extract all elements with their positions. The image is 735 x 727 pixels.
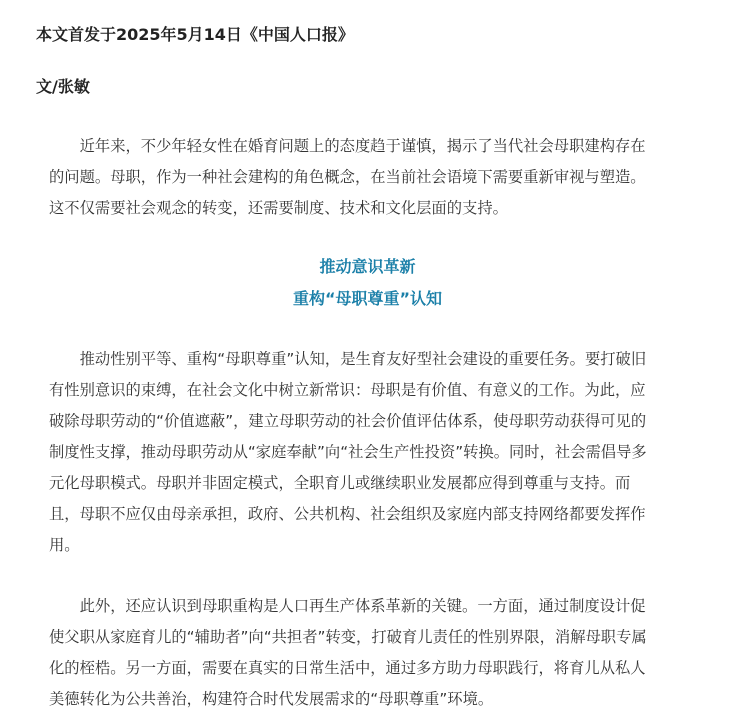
paragraph-line: 近年来，不少年轻女性在婚育问题上的态度趋于谨慎，揭示了当代社会母职建构存在 (79, 137, 646, 155)
paragraph-line: 这不仅需要社会观念的转变，还需要制度、技术和文化层面的支持。 (49, 199, 508, 217)
section-heading: 推动意识革新 (319, 257, 416, 276)
paragraph-line: 用。 (49, 536, 80, 554)
paragraph-line: 的问题。母职，作为一种社会建构的角色概念，在当前社会语境下需要重新审视与塑造。 (49, 168, 646, 186)
paragraph-line: 制度性支撑，推动母职劳动从“家庭奉献”向“社会生产性投资”转换。同时，社会需倡导多 (49, 443, 647, 461)
paragraph-line: 有性别意识的束缚，在社会文化中树立新常识：母职是有价值、有意义的工作。为此，应 (49, 381, 646, 399)
body-paragraph-2 (49, 591, 699, 715)
paragraph-line: 破除母职劳动的“价值遮蔽”，建立母职劳动的社会价值评估体系，使母职劳动获得可见的 (49, 412, 647, 430)
paragraph-line: 使父职从家庭育儿的“辅助者”向“共担者”转变，打破育儿责任的性别界限，消解母职专属 (49, 628, 647, 646)
byline: 文/张敏 (36, 77, 90, 96)
source-line: 本文首发于2025年5月14日《中国人口报》 (36, 25, 354, 44)
paragraph-line: 美德转化为公共善治，构建符合时代发展需求的“母职尊重”环境。 (49, 690, 494, 708)
section-subheading: 重构“母职尊重”认知 (292, 289, 443, 308)
paragraph-line: 化的桎梏。另一方面，需要在真实的日常生活中，通过多方助力母职践行，将育儿从私人 (49, 659, 646, 677)
paragraph-line: 推动性别平等、重构“母职尊重”认知，是生育友好型社会建设的重要任务。要打破旧 (79, 350, 647, 368)
body-paragraph-1 (49, 344, 699, 561)
paragraph-line: 元化母职模式。母职并非固定模式，全职育儿或继续职业发展都应得到尊重与支持。而 (49, 474, 631, 492)
intro-paragraph (49, 131, 699, 224)
paragraph-line: 且，母职不应仅由母亲承担，政府、公共机构、社会组织及家庭内部支持网络都要发挥作 (49, 505, 646, 523)
paragraph-line: 此外，还应认识到母职重构是人口再生产体系革新的关键。一方面，通过制度设计促 (79, 597, 646, 615)
